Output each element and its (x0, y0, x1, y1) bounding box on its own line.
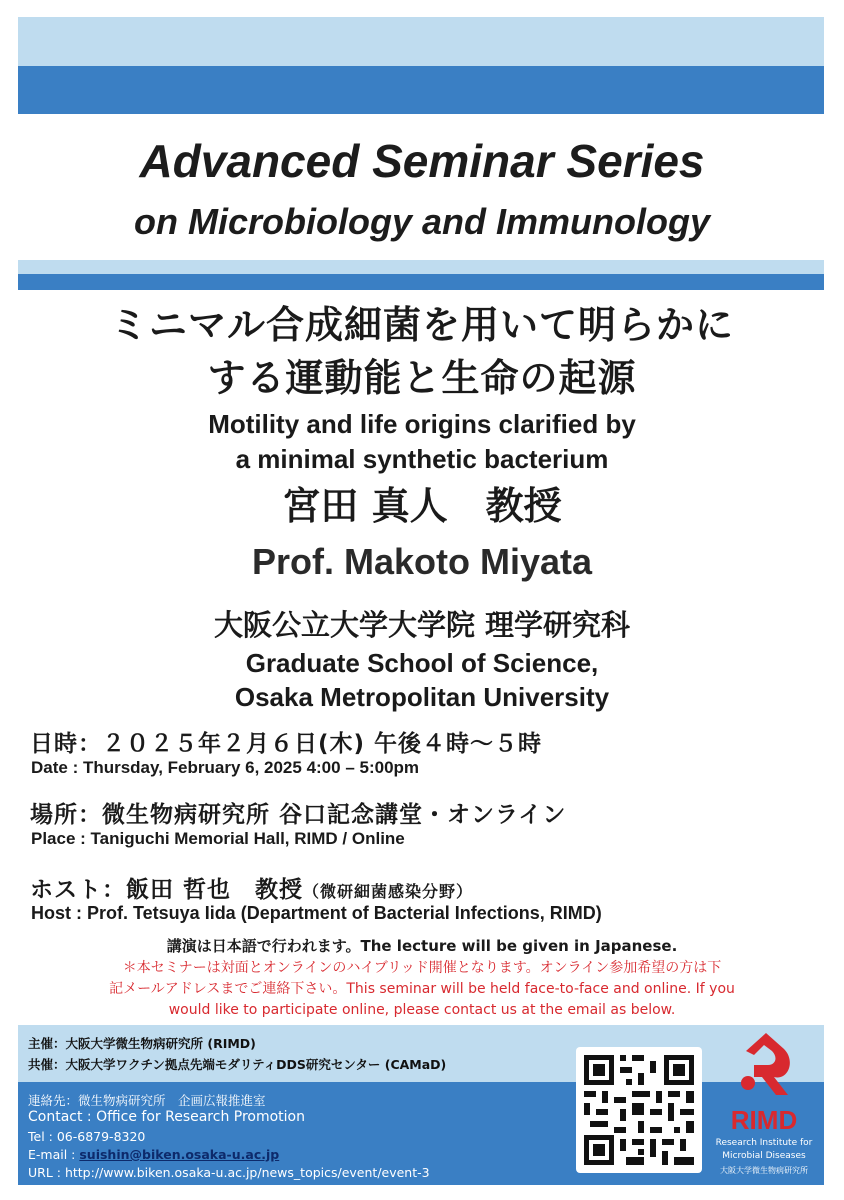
rimd-logo-name-line1: Research Institute for (715, 1138, 813, 1148)
series-title-line1: Advanced Seminar Series (139, 135, 705, 187)
contact-url[interactable]: URL : http://www.biken.osaka-u.ac.jp/news_topics/event/event-3 (28, 1165, 430, 1180)
host-jp (30, 871, 473, 904)
speaker-name-en: Prof. Makoto Miyata (251, 541, 593, 582)
lecture-title-en-line2: a minimal synthetic bacterium (235, 444, 609, 474)
qr-code-icon (576, 1047, 702, 1173)
rimd-logo (704, 1025, 824, 1185)
divider-band-light (18, 260, 824, 274)
host-en: Host : Prof. Tetsuya Iida (Department of Bacterial Infections, RIMD) (31, 903, 602, 923)
contact-tel: Tel : 06-6879-8320 (28, 1129, 146, 1144)
host-jp-name: ホスト：飯田 哲也 教授 (30, 877, 304, 903)
contact-en: Contact : Office for Research Promotion (28, 1109, 305, 1125)
email-label: E-mail : (28, 1147, 80, 1162)
host-jp-dept: （微研細菌感染分野） (303, 882, 474, 901)
place-en: Place : Taniguchi Memorial Hall, RIMD / Online (31, 829, 405, 848)
lecture-title-en-line1: Motility and life origins clarified by (208, 409, 636, 439)
hybrid-note-line2: 記メールアドレスまでご連絡下さい。This seminar will be held face-to-face and online. If you (109, 981, 735, 997)
rimd-logo-mark-icon (704, 1025, 824, 1105)
rimd-logo-name-jp: 大阪大学微生物病研究所 (720, 1166, 808, 1175)
date-jp: 日時：２０２５年２月６日(木) 午後４時～５時 (30, 731, 543, 757)
speaker-affiliation-en-line2: Osaka Metropolitan University (234, 682, 610, 712)
contact-email-row (28, 1147, 279, 1162)
rimd-logo-name-line2: Microbial Diseases (722, 1151, 806, 1161)
email-link[interactable]: suishin@biken.osaka-u.ac.jp (79, 1147, 280, 1162)
divider-band-dark (18, 274, 824, 290)
header-band-dark (18, 66, 824, 114)
footer (18, 1025, 824, 1185)
co-organizer: 共催：大阪大学ワクチン拠点先端モダリティDDS研究センター (CAMaD) (28, 1057, 447, 1072)
speaker-affiliation-jp: 大阪公立大学大学院 理学研究科 (213, 608, 631, 642)
hybrid-note-line1: ＊本セミナーは対面とオンラインのハイブリッド開催となります。オンライン参加希望の方は下 (122, 960, 722, 976)
contact-jp: 連絡先：微生物病研究所 企画広報推進室 (28, 1093, 266, 1108)
organizer: 主催：大阪大学微生物病研究所 (RIMD) (28, 1036, 256, 1051)
speaker-affiliation-en-line1: Graduate School of Science, (245, 648, 599, 678)
speaker-name-jp: 宮田 真人 教授 (282, 484, 562, 528)
date-en: Date : Thursday, February 6, 2025 4:00 – 5:00pm (31, 758, 420, 777)
qr-code[interactable] (576, 1047, 702, 1173)
header-band-light (18, 17, 824, 66)
lecture-title-jp-line1: ミニマル合成細菌を用いて明らかに (109, 303, 734, 347)
hybrid-note-line3: would like to participate online, please contact us at the email as below. (168, 1002, 676, 1018)
series-title-line2: on Microbiology and Immunology (134, 201, 710, 242)
lecture-title-jp-line2: する運動能と生命の起源 (207, 356, 637, 400)
language-note: 講演は日本語で行われます。The lecture will be given in Japanese. (166, 937, 678, 955)
place-jp: 場所：微生物病研究所 谷口記念講堂・オンライン (30, 802, 567, 828)
rimd-logo-abbr: RIMD (730, 1105, 798, 1135)
